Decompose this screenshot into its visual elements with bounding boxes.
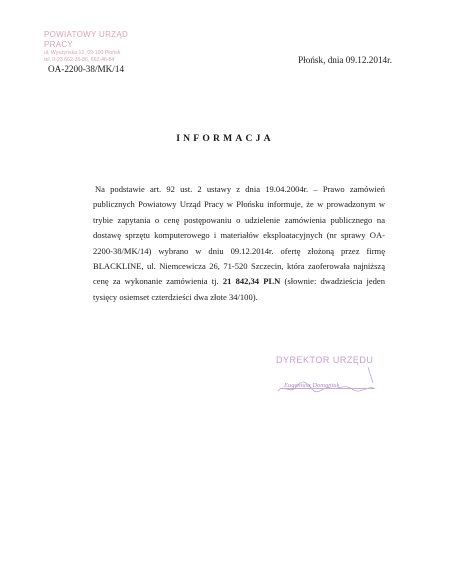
contract-amount: 21 842,34 PLN xyxy=(222,276,281,287)
office-stamp-address: ul. Wyszyńska 12, 09-100 Płońsk xyxy=(44,50,121,56)
body-text-part1: Na podstawie art. 92 ust. 2 ustawy z dnia 19.04.2004r. – Prawo zamówień publicznych Powiatowy Urząd Pracy w Płońsku informuje, że w prowadzonym w trybie zapytania o cenę postępowaniu o udzielenie zamówienia publicznego na dostawę sprzętu komputerowego i materiałów eksploatacyjnych (nr sprawy OA-2200-38/MK/14) wybrano w dniu 09.12.2014r. ofertę złożoną przez firmę BLACKLINE, ul. Niemcewicza 26, 71-520 Szczecin, która zaoferowała najniższą cenę za wykonanie zamówienia tj. xyxy=(93,184,385,287)
document-heading: INFORMACJA xyxy=(176,133,274,144)
place-and-date: Płońsk, dnia 09.12.2014r. xyxy=(298,55,392,65)
director-stamp-title: DYREKTOR URZĘDU xyxy=(276,355,374,365)
reference-number: OA-2200-38/MK/14 xyxy=(48,64,125,74)
office-stamp-phone: tel. 0-23 662-35-86, 662-46-84 xyxy=(44,56,115,63)
director-name: Eugeniusz Domaniuk xyxy=(284,382,340,389)
body-text-part2: (słownie: dwadzieścia jeden tysięcy osiemset czterdzieści dwa złote 34/100). xyxy=(93,276,385,302)
office-stamp-title: POWIATOWY URZĄD PRACY xyxy=(44,30,129,49)
office-header-stamp xyxy=(44,30,154,64)
director-signature-stamp xyxy=(270,355,390,405)
document-body xyxy=(93,182,385,305)
handwritten-signature xyxy=(270,361,390,401)
